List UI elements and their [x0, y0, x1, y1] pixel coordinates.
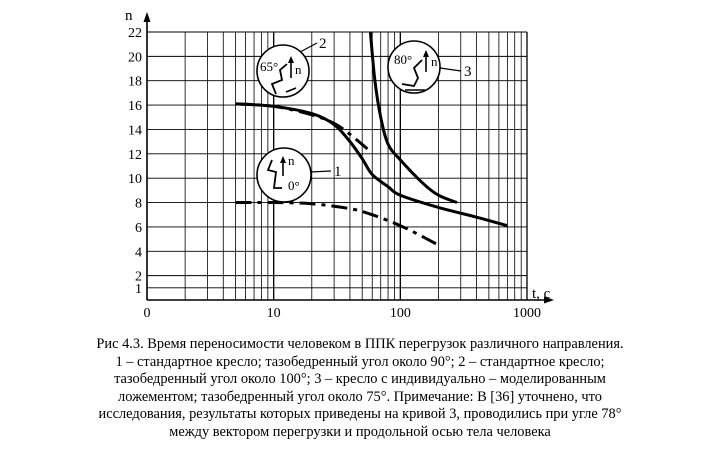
x-tick-label: 0 — [143, 306, 151, 321]
x-axis-label: t, с — [532, 286, 551, 302]
caption-line: ложементом; тазобедренный угол около 75°. Примечание: В [36] уточнено, что — [118, 388, 602, 405]
curve-leader-3 — [440, 68, 461, 71]
y-tick-label: 8 — [135, 196, 142, 212]
x-tick-label: 10 — [266, 306, 281, 321]
y-tick-label: 12 — [128, 147, 142, 163]
icon-n-65: n — [295, 62, 302, 77]
posture-icon-65 — [257, 45, 309, 97]
figure-caption — [24, 336, 696, 442]
posture-icon-80 — [388, 41, 440, 93]
icon-angle-80: 80° — [394, 52, 413, 67]
y-tick-label: 14 — [128, 123, 142, 139]
icon-n-0: n — [288, 153, 295, 168]
y-tick-label: 2 — [135, 269, 142, 285]
icon-angle-0: 0° — [288, 178, 300, 193]
chart-axes — [144, 12, 555, 304]
icon-n-80: n — [431, 54, 438, 69]
y-tick-label: 4 — [135, 245, 142, 261]
y-tick-label: 16 — [128, 99, 142, 115]
caption-line: тазобедренный угол около 100°; 3 – кресло с индивидуально – моделированным — [114, 371, 606, 388]
posture-icon-0 — [257, 148, 311, 202]
curve-leader-1 — [310, 171, 331, 172]
y-axis-label: n — [125, 8, 133, 24]
icon-angle-65: 65° — [260, 59, 279, 74]
y-tick-label: 10 — [128, 172, 142, 188]
curve-label-2: 2 — [319, 36, 327, 52]
chart-labels — [125, 8, 551, 321]
y-tick-label: 6 — [135, 220, 142, 236]
y-tick-label: 22 — [128, 26, 142, 41]
y-tick-label: 20 — [128, 50, 142, 66]
caption-line: исследования, результаты которых приведены на кривой 3, проводились при угле 78° — [98, 406, 622, 423]
y-tick-label: 1 — [135, 281, 142, 297]
caption-line: Рис 4.3. Время переносимости человеком в ППК перегрузок различного направления. — [96, 336, 624, 352]
x-tick-label: 1000 — [513, 306, 541, 321]
y-axis-arrow — [144, 12, 151, 22]
x-tick-label: 100 — [389, 306, 411, 321]
curve-label-1: 1 — [334, 164, 342, 180]
caption-line: между вектором перегрузки и продольной осью тела человека — [169, 423, 551, 440]
series-line-3 — [236, 104, 368, 149]
curve-label-3: 3 — [464, 64, 472, 80]
series-line-unnamed — [236, 202, 439, 245]
y-tick-label: 18 — [128, 74, 142, 90]
curve-leader-2 — [300, 43, 317, 52]
caption-line: 1 – стандартное кресло; тазобедренный угол около 90°; 2 – стандартное кресло; — [115, 353, 605, 370]
